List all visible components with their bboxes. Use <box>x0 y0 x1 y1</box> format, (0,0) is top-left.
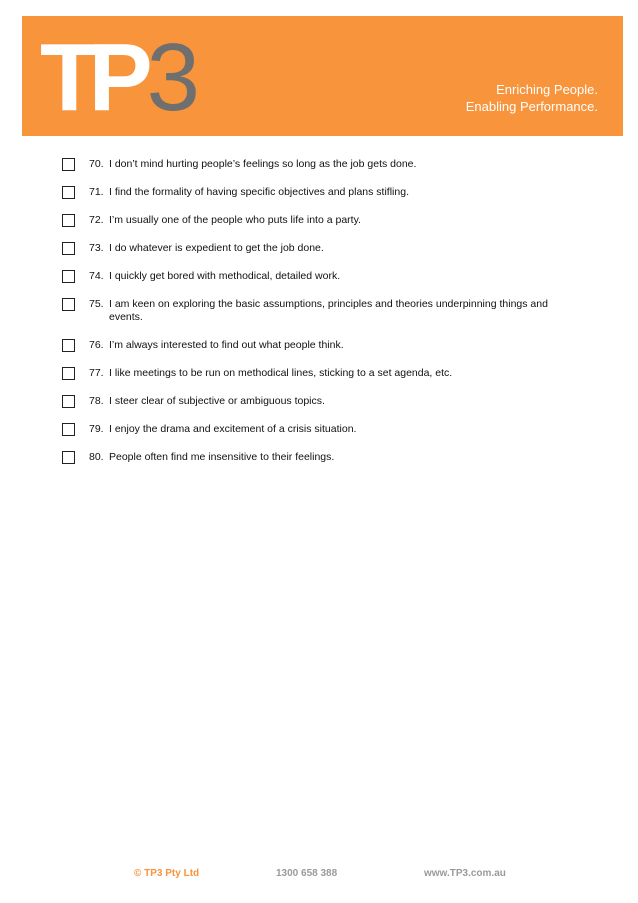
questionnaire-list <box>62 155 582 476</box>
question-number: 73. <box>89 242 104 254</box>
question-number: 71. <box>89 186 104 198</box>
question-text: I’m usually one of the people who puts life into a party. <box>109 214 361 226</box>
question-text: I am keen on exploring the basic assumptions, principles and theories underpinning things and events. <box>109 298 548 323</box>
question-item <box>62 420 582 436</box>
question-item <box>62 183 582 199</box>
question-text: I’m always interested to find out what people think. <box>109 339 344 351</box>
question-number: 74. <box>89 270 104 282</box>
question-number: 78. <box>89 395 104 407</box>
tp3-logo <box>40 24 201 131</box>
question-item <box>62 392 582 408</box>
question-number: 77. <box>89 367 104 379</box>
question-number: 79. <box>89 423 104 435</box>
answer-checkbox[interactable] <box>62 158 75 171</box>
question-item <box>62 155 582 171</box>
question-item <box>62 364 582 380</box>
question-number: 80. <box>89 451 104 463</box>
question-text: I find the formality of having specific objectives and plans stifling. <box>109 186 409 198</box>
answer-checkbox[interactable] <box>62 214 75 227</box>
question-number: 72. <box>89 214 104 226</box>
question-number: 75. <box>89 298 104 310</box>
question-text: I quickly get bored with methodical, detailed work. <box>109 270 341 282</box>
logo-digit: 3 <box>146 24 201 131</box>
answer-checkbox[interactable] <box>62 423 75 436</box>
question-item <box>62 448 582 464</box>
answer-checkbox[interactable] <box>62 339 75 352</box>
answer-checkbox[interactable] <box>62 367 75 380</box>
tagline-line-2: Enabling Performance. <box>465 99 598 114</box>
answer-checkbox[interactable] <box>62 270 75 283</box>
question-text: I like meetings to be run on methodical lines, sticking to a set agenda, etc. <box>109 367 453 379</box>
question-text: People often find me insensitive to their feelings. <box>109 451 335 463</box>
question-text: I enjoy the drama and excitement of a crisis situation. <box>109 423 357 435</box>
answer-checkbox[interactable] <box>62 451 75 464</box>
footer-website: www.TP3.com.au <box>424 868 506 879</box>
tagline <box>466 81 598 115</box>
question-text: I do whatever is expedient to get the job done. <box>109 242 324 254</box>
tagline-line-1: Enriching People. <box>496 82 598 97</box>
question-item <box>62 267 582 283</box>
question-item <box>62 239 582 255</box>
footer-phone: 1300 658 388 <box>276 868 338 879</box>
question-number: 76. <box>89 339 104 351</box>
header-banner <box>22 16 623 136</box>
answer-checkbox[interactable] <box>62 186 75 199</box>
question-number: 70. <box>89 158 104 170</box>
answer-checkbox[interactable] <box>62 298 75 311</box>
question-text: I don’t mind hurting people’s feelings so long as the job gets done. <box>109 158 417 170</box>
question-item <box>62 211 582 227</box>
question-item <box>62 295 582 324</box>
answer-checkbox[interactable] <box>62 395 75 408</box>
question-text: I steer clear of subjective or ambiguous topics. <box>109 395 325 407</box>
answer-checkbox[interactable] <box>62 242 75 255</box>
footer-copyright: © TP3 Pty Ltd <box>134 868 200 879</box>
logo-main-text: TP <box>40 24 143 131</box>
question-item <box>62 336 582 352</box>
